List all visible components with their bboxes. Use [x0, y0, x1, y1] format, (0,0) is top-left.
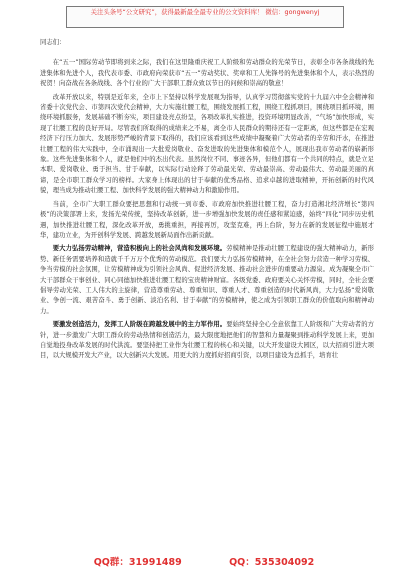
- paragraph-heading: 要激发创造活力，发挥工人阶级在跨越发展中的主力军作用。: [52, 321, 227, 329]
- qq-number: QQ：535304092: [229, 557, 315, 568]
- paragraph-text: 要始终坚持全心全意依靠工人阶级和广大劳动者的方针，进一步激发广大职工群众的劳动热情和创造活力，最大限度地把他们的智慧和力量凝聚到推动科学发展上来，更加自觉地投身改革发展的时代洪流。要坚持把工业作为壮腰工程的核心和关键，以大开发建设大园区，以大招商引进大项目，以大规模开发大产业，以大创新兴大发展。用更大的力度抓好招商引资，以项目建设为总抓手，培育壮: [40, 321, 374, 360]
- speech-document: [40, 38, 374, 365]
- promo-banner-text: 关注头条号“公文研究”，获得最新最全最专业的公文资料库！ 微信：gongwenyj: [90, 8, 320, 16]
- greeting: 同志们：: [40, 39, 66, 46]
- paragraph: [40, 58, 374, 89]
- paragraph-heading: 要大力弘扬劳动精神，营造积极向上的社会风尚和发展环境。: [52, 245, 227, 253]
- promo-banner: [66, 6, 344, 28]
- qq-group-number: QQ群：31991489: [93, 557, 182, 568]
- paragraph-text: 当前，全市广大职工群众要把思想和行动统一到市委、市政府加快推进壮腰工程，奋力打造湘北经济增长“第四极”的决策部署上来，发扬光荣传统，坚持改革创新，进一步增强加快发展的责任感和紧迫感，始终“四化”同步历史机遇，加快推进壮腰工程，深化改革开放，勇挑重担，再接再厉，攻坚克难，再上台阶，努力在新的发展征程中施展才华，建功立业，为开创科学发展、跨越发展新局面作出新贡献。: [40, 200, 374, 239]
- paragraph: [40, 200, 374, 242]
- paragraph: [40, 320, 374, 362]
- paragraph: [40, 244, 374, 317]
- paragraph-text: 改革开放以来，特别是近年来，全市上下坚持以科学发展观为指导，认真学习贯彻落实党的十九届六中全会精神和省委十次党代会、市第四次党代会精神，大力实施壮腰工程，围绕发展抓工程，围绕工程抓项目，围绕项目抓环境，围绕环境抓服务，发展基础不断夯实，项目建设亮点纷呈，各项改革扎实推进，投资环境明显改善，“气场”加快形成，实现了壮腰工程的良好开局。尽管我们所取得的成绩来之不易，离全市人民群众的期待还有一定距离，但这些都是在宏观经济下行压力加大、发展形势严峻的背景下取得的，我们应该看到这些成绩中凝聚着广大劳动者的辛劳和汗水，在推进壮腰工程的伟大实践中，全市涌现出一大批爱岗敬业、奋发进取的先进集体和模范个人，展现出我市劳动者的崭新形象。这些先进集体和个人，就是他们中的杰出代表。虽然岗位不同、事迹各异，但他们都有一个共同的特点，就是立足本职、爱岗敬业、勇于担当、甘于奉献，以实际行动诠释了劳动最光荣、劳动最崇高、劳动最伟大、劳动最美丽的真谛，是全市职工群众学习的榜样。大家身上体现出的甘于奉献的优秀品格、追求卓越的进取精神，开拓创新的时代风貌，理当成为推动壮腰工程、加快科学发展的强大精神动力和激励作用。: [40, 93, 374, 195]
- footer-contact: [0, 554, 408, 568]
- paragraph-text: 劳模精神是推动壮腰工程建设的强大精神动力，新形势、新任务需要培养和造就千千万万个优秀的劳动模范。我们要大力弘扬劳模精神，在全社会努力营造一种学习劳模、争当劳模的社会氛围，让劳模精神成为引领社会风尚、促进经济发展、推动社会进步的重要动力源泉。成为凝聚全市广大干部群众干事创业、同心同德加快推进壮腰工程的宝贵精神财富。各级党委、政府要关心关怀劳模，同时，全社会要倡导劳动光荣、工人伟大的主旋律，营造尊重劳动、尊重知识、尊重人才、尊重创造的时代新风尚，大力弘扬“爱岗敬业、争创一流、艰苦奋斗、勇于创新、淡泊名利、甘于奉献”的劳模精神，使之成为引领职工群众的价值取向和精神动力。: [40, 245, 374, 315]
- paragraph-text: 在“五一”国际劳动节即将到来之际，我们在这里隆重庆祝工人阶级和劳动群众的光荣节日，表彰全市各条战线的先进集体和先进个人，我代表市委、市政府向荣获市“五一”劳动奖状、奖章和工人先锋号的先进集体和个人，表示热烈的祝贺！向奋战在各条战线、各个行业的广大干部职工群众致以节日的问候和崇高的敬意！: [40, 59, 374, 88]
- paragraph: [40, 93, 374, 197]
